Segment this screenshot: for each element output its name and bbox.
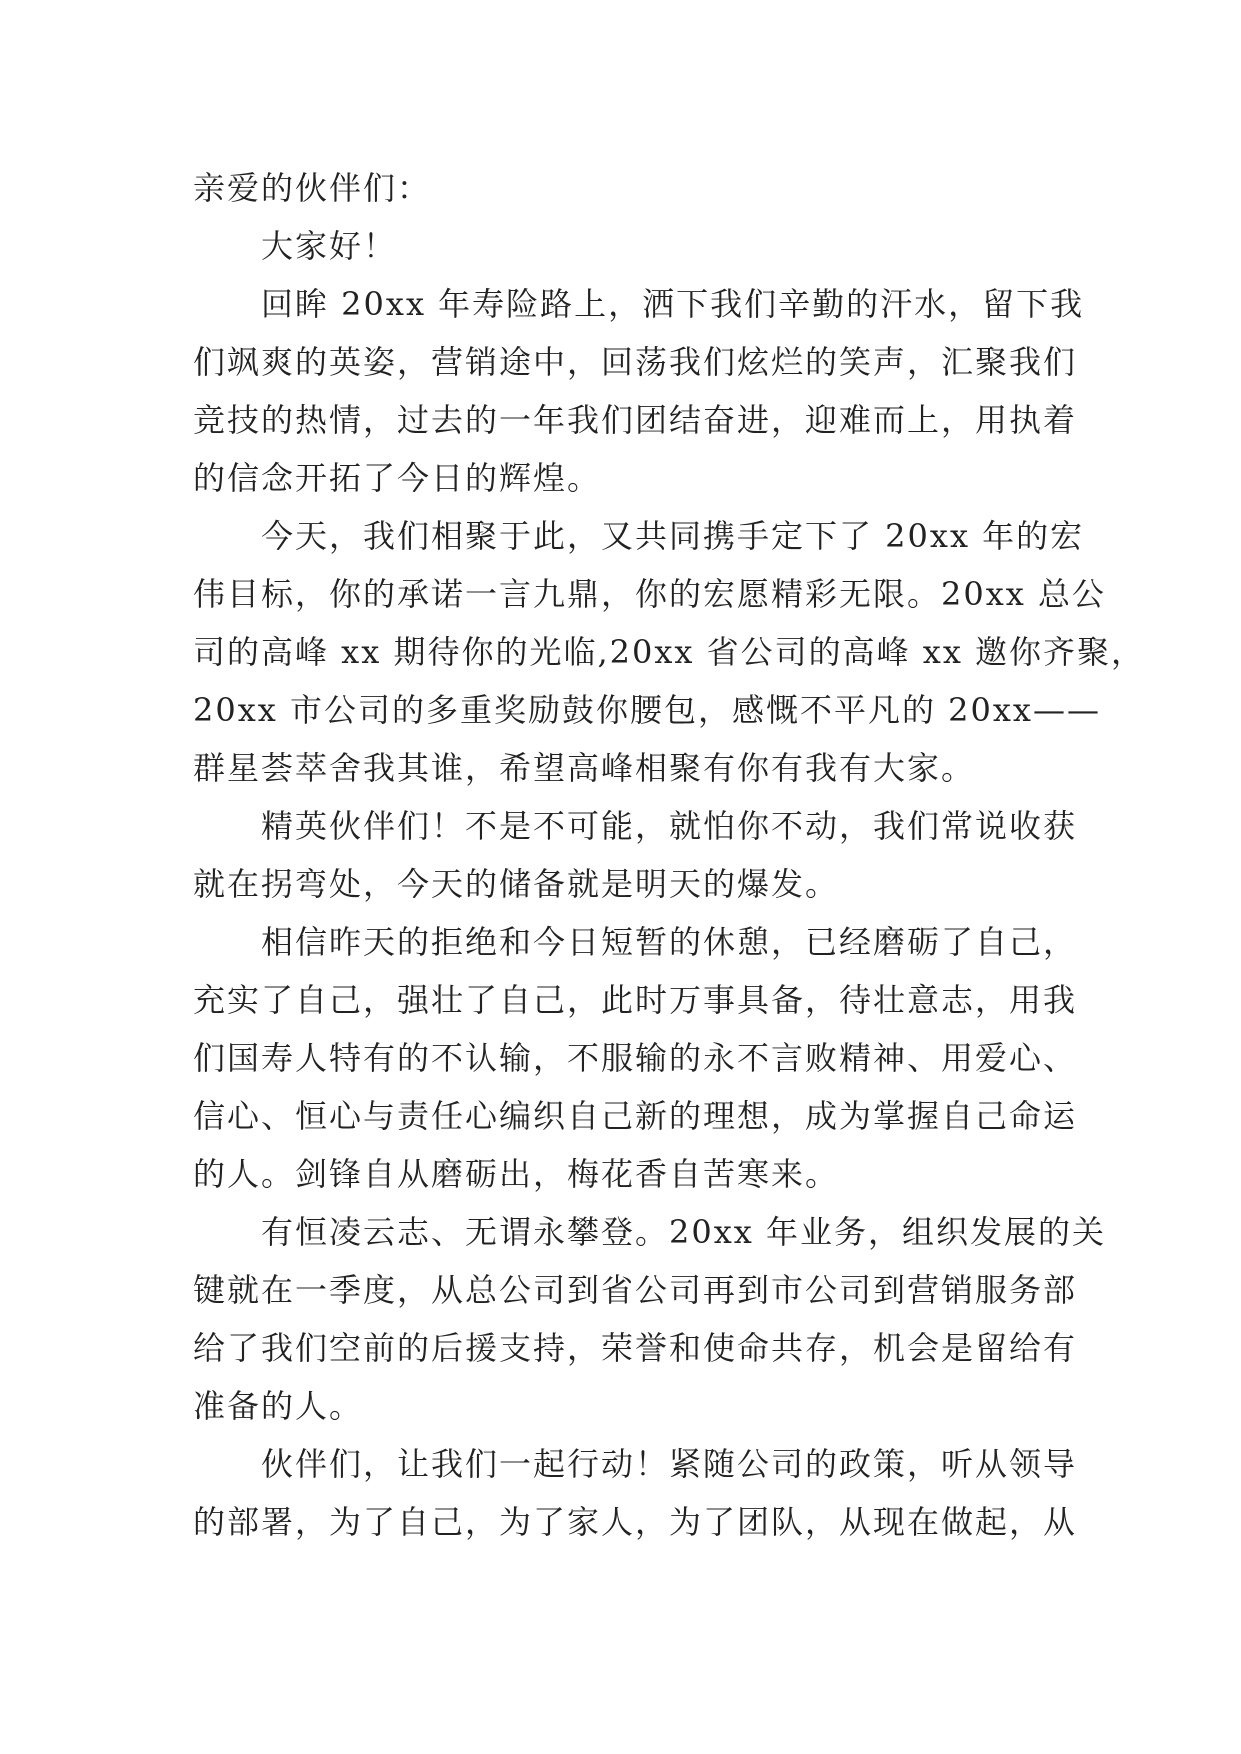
paragraph-line: 相信昨天的拒绝和今日短暂的休憩，已经磨砺了自己， — [261, 923, 1078, 961]
paragraph-line: 的人。剑锋自从磨砺出，梅花香自苦寒来。 — [193, 1155, 840, 1193]
paragraph-line: 20xx 市公司的多重奖励鼓你腰包，感慨不平凡的 20xx—— — [193, 691, 1101, 729]
paragraph-line: 伟目标，你的承诺一言九鼎，你的宏愿精彩无限。20xx 总公 — [193, 575, 1106, 613]
document-body — [193, 159, 1146, 1551]
paragraph-line: 精英伙伴们！不是不可能，就怕你不动，我们常说收获 — [261, 807, 1078, 845]
greeting-line: 大家好！ — [261, 227, 398, 265]
paragraph-line: 充实了自己，强壮了自己，此时万事具备，待壮意志，用我 — [193, 981, 1078, 1019]
paragraph-line: 信心、恒心与责任心编织自己新的理想，成为掌握自己命运 — [193, 1097, 1078, 1135]
paragraph-line: 伙伴们，让我们一起行动！紧随公司的政策，听从领导 — [261, 1445, 1078, 1483]
paragraph-line: 的信念开拓了今日的辉煌。 — [193, 459, 602, 497]
paragraph-line: 的部署，为了自己，为了家人，为了团队，从现在做起，从 — [193, 1503, 1078, 1541]
paragraph-line: 回眸 20xx 年寿险路上，洒下我们辛勤的汗水，留下我 — [261, 285, 1085, 323]
paragraph-line: 键就在一季度，从总公司到省公司再到市公司到营销服务部 — [193, 1271, 1078, 1309]
paragraph-line: 竞技的热情，过去的一年我们团结奋进，迎难而上，用执着 — [193, 401, 1078, 439]
paragraph-line: 们飒爽的英姿，营销途中，回荡我们炫烂的笑声，汇聚我们 — [193, 343, 1078, 381]
paragraph-line: 就在拐弯处，今天的储备就是明天的爆发。 — [193, 865, 840, 903]
paragraph-line: 司的高峰 xx 期待你的光临,20xx 省公司的高峰 xx 邀你齐聚， — [193, 633, 1146, 671]
paragraph-line: 们国寿人特有的不认输，不服输的永不言败精神、用爱心、 — [193, 1039, 1078, 1077]
paragraph-line: 今天，我们相聚于此，又共同携手定下了 20xx 年的宏 — [261, 517, 1085, 555]
paragraph-line: 有恒凌云志、无谓永攀登。20xx 年业务，组织发展的关 — [261, 1213, 1106, 1251]
paragraph-line: 群星荟萃舍我其谁，希望高峰相聚有你有我有大家。 — [193, 749, 976, 787]
paragraph-line: 给了我们空前的后援支持，荣誉和使命共存，机会是留给有 — [193, 1329, 1078, 1367]
paragraph-line: 准备的人。 — [193, 1387, 364, 1425]
salutation-line: 亲爱的伙伴们： — [193, 169, 432, 207]
